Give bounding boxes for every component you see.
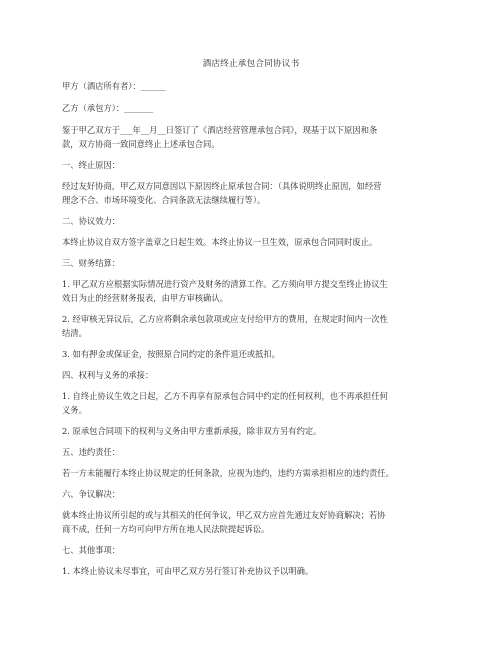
section-2-heading: 二、协议效力： <box>62 216 121 226</box>
party-b-line: 乙方（承包方）：_______ <box>62 103 154 113</box>
section-4-heading: 四、权利与义务的承接： <box>62 370 154 380</box>
section-7-heading: 七、其他事项： <box>62 545 121 555</box>
section-2-body: 本终止协议自双方签字盖章之日起生效。本终止协议一旦生效，原承包合同同时废止。 <box>62 237 378 247</box>
section-4-item-2: 2. 原承包合同项下的权利与义务由甲方重新承接，除非双方另有约定。 <box>62 426 322 436</box>
section-5-body: 若一方未能履行本终止协议规定的任何条款，应视为违约，违约方需承担相应的违约责任。 <box>62 468 394 478</box>
intro-line-2: 款，双方协商一致同意终止上述承包合同。 <box>62 139 220 149</box>
section-3-item-1-line-1: 1. 甲乙双方应根据实际情况进行资产及财务的清算工作。乙方须向甲方提交至终止协议生 <box>62 279 388 289</box>
section-3-item-1-line-2: 效日为止的经营财务报表，由甲方审核确认。 <box>62 293 228 303</box>
section-4-item-1-line-2: 义务。 <box>62 405 87 415</box>
section-1-line-1: 经过友好协商，甲乙双方同意因以下原因终止原承包合同：（具体说明终止原因，如经营 <box>62 181 382 191</box>
section-6-line-2: 商不成，任何一方均可向甲方所在地人民法院提起诉讼。 <box>62 524 270 534</box>
party-a-line: 甲方（酒店所有者）：______ <box>62 81 166 91</box>
section-3-item-3: 3. 如有押金或保证金，按照原合同约定的条件退还或抵扣。 <box>62 349 280 359</box>
section-6-heading: 六、争议解决： <box>62 489 121 499</box>
section-6-line-1: 就本终止协议所引起的或与其相关的任何争议，甲乙双方应首先通过友好协商解决；若协 <box>62 510 386 520</box>
document-title: 酒店终止承包合同协议书 <box>202 59 300 69</box>
section-3-item-2-line-1: 2. 经审核无异议后，乙方应将剩余承包款项或应支付给甲方的费用，在规定时间内一次性 <box>62 314 388 324</box>
section-3-heading: 三、财务结算： <box>62 258 121 268</box>
section-7-item-1: 1. 本终止协议未尽事宜，可由甲乙双方另行签订补充协议予以明确。 <box>62 566 314 576</box>
section-4-item-1-line-1: 1. 自终止协议生效之日起，乙方不再享有原承包合同中约定的任何权利，也不再承担任何 <box>62 391 388 401</box>
section-3-item-2-line-2: 结清。 <box>62 328 87 338</box>
section-1-heading: 一、终止原因： <box>62 160 121 170</box>
section-5-heading: 五、违约责任： <box>62 447 121 457</box>
intro-line-1: 鉴于甲乙双方于___年__月__日签订了《酒店经营管理承包合同》，现基于以下原因和条 <box>62 125 378 135</box>
section-1-line-2: 理念不合、市场环境变化、合同条款无法继续履行等）。 <box>62 195 266 205</box>
